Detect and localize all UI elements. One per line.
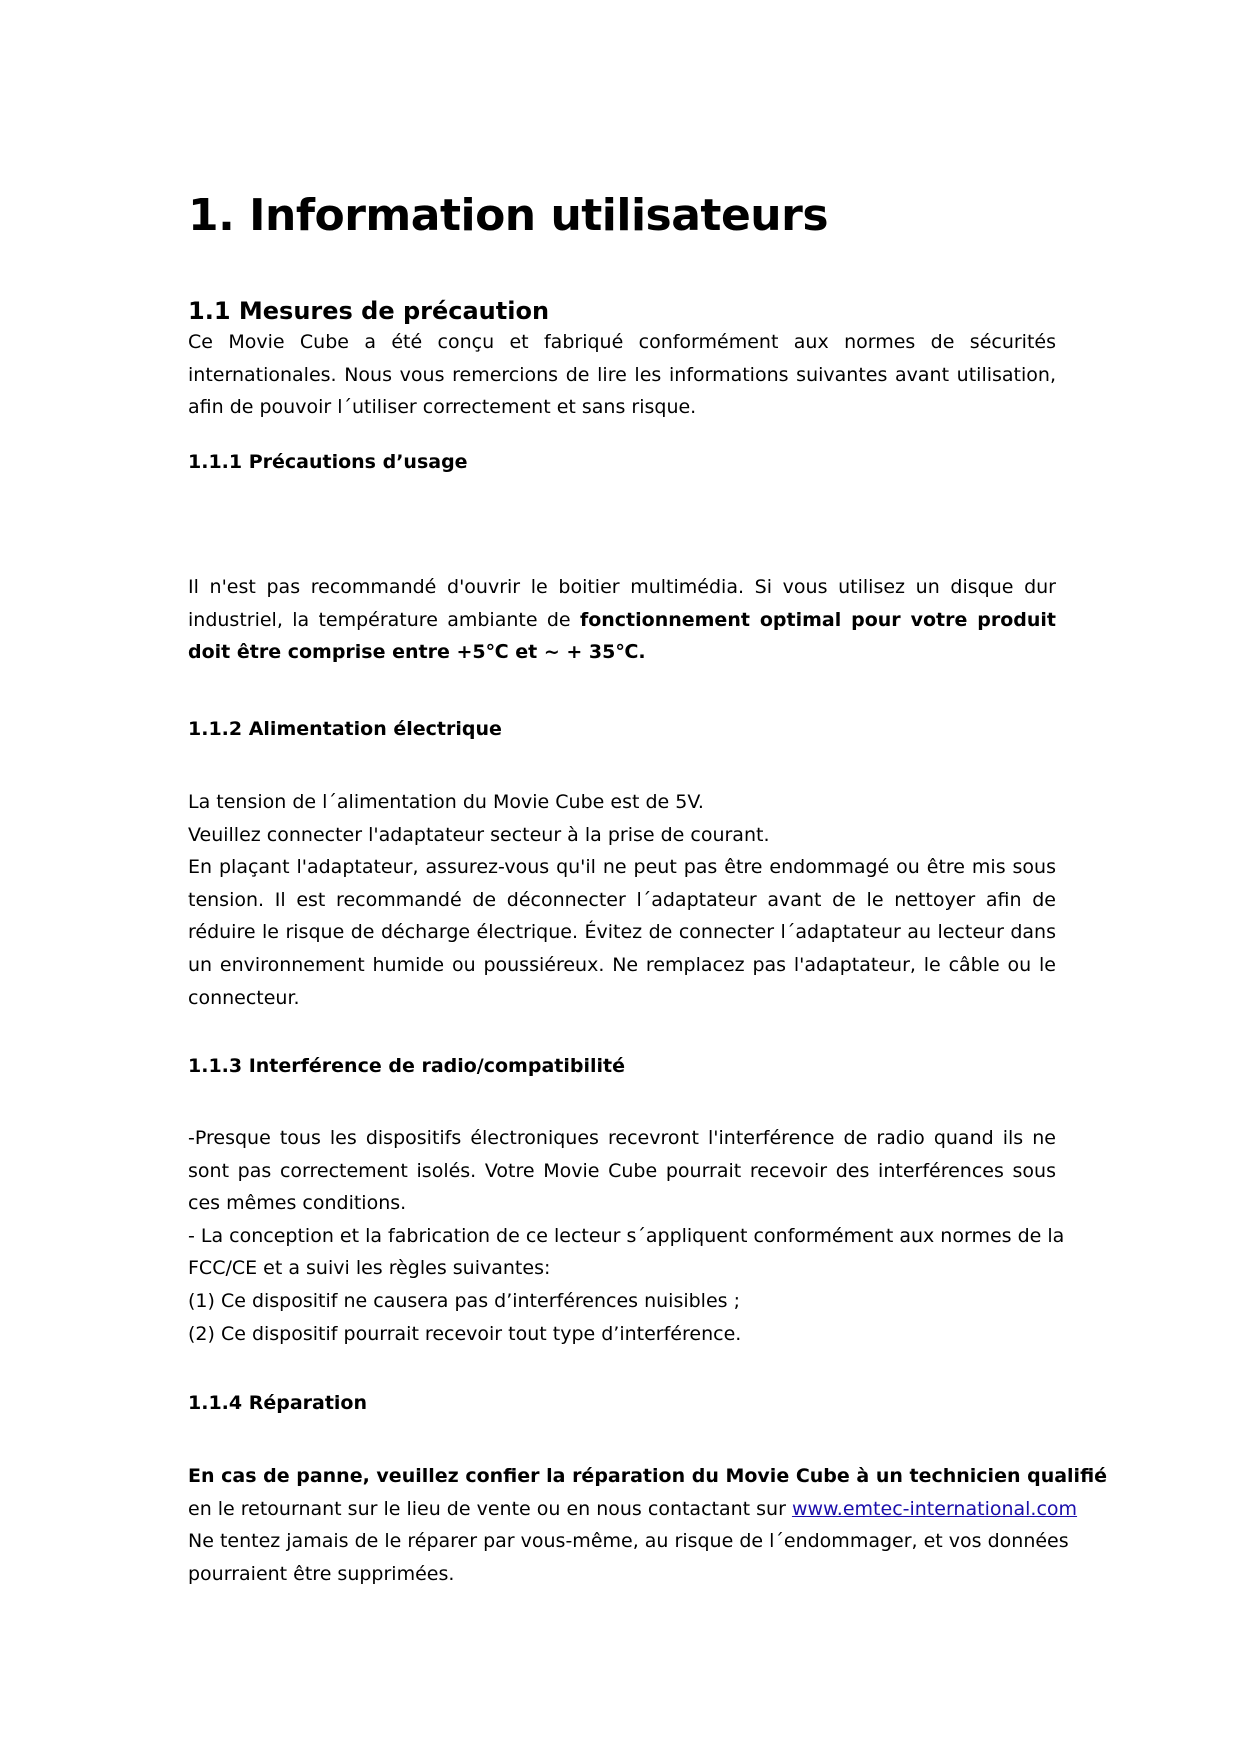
subsection-heading-interference: 1.1.3 Interférence de radio/compatibilité xyxy=(188,1055,625,1077)
usage-paragraph xyxy=(188,571,1056,669)
emtec-website-link[interactable]: www.emtec-international.com xyxy=(791,1497,1078,1520)
page-title: 1. Information utilisateurs xyxy=(188,190,829,241)
subsection-heading-power: 1.1.2 Alimentation électrique xyxy=(188,718,502,740)
interference-line-rules: FCC/CE et a suivi les règles suivantes: xyxy=(188,1257,551,1280)
power-paragraph xyxy=(188,786,1056,1014)
repair-warning-line: Ne tentez jamais de le réparer par vous-même, au risque de l´endommager, et vos données xyxy=(188,1530,1069,1553)
power-text: En plaçant l'adaptateur, assurez-vous qu'il ne peut pas être endommagé ou être mis sous tension. Il est recommandé de déconnecter l´adaptateur avant de le nettoyer afin de réduire le risque de décharge électrique. Évitez de connecter l´adaptateur au lecteur dans un environnement humide ou poussiéreux. Ne remplacez pas l'adaptateur, le câble ou le connecteur. xyxy=(188,856,1056,1009)
repair-contact-text: en le retournant sur le lieu de vente ou en nous contactant sur xyxy=(188,1497,792,1520)
subsection-heading-usage: 1.1.1 Précautions d’usage xyxy=(188,451,468,473)
interference-line-design: - La conception et la fabrication de ce lecteur s´appliquent conformément aux normes de la xyxy=(188,1224,1065,1247)
section-heading-precautions: 1.1 Mesures de précaution xyxy=(188,297,550,325)
repair-bold-line: En cas de panne, veuillez confier la réparation du Movie Cube à un technicien qualifié xyxy=(188,1465,1108,1487)
interference-paragraph xyxy=(188,1122,1065,1350)
usage-text: Il n'est pas recommandé d'ouvrir le boitier multimédia. Si vous utilisez un disque dur industriel, la température ambiante de xyxy=(188,576,1056,631)
repair-paragraph xyxy=(188,1460,1108,1590)
usage-text-bold: fonctionnement optimal pour votre produit doit être comprise entre +5℃ et ~ + 35℃. xyxy=(188,608,1056,664)
subsection-heading-repair: 1.1.4 Réparation xyxy=(188,1392,368,1414)
power-line-connect: Veuillez connecter l'adaptateur secteur à la prise de courant. xyxy=(188,823,770,846)
repair-warning-line-end: pourraient être supprimées. xyxy=(188,1562,455,1585)
interference-text: -Presque tous les dispositifs électroniques recevront l'interférence de radio quand ils ne sont pas correctement isolés. Votre Movie Cube pourrait recevoir des interférences sous ces mêmes conditions. xyxy=(188,1127,1056,1215)
repair-contact-line xyxy=(188,1493,1078,1526)
intro-paragraph: Ce Movie Cube a été conçu et fabriqué conformément aux normes de sécurités internationales. Nous vous remercions de lire les informations suivantes avant utilisation, afin de pouvoir l´utiliser correctement et sans risque. xyxy=(188,331,1056,419)
power-line-voltage: La tension de l´alimentation du Movie Cube est de 5V. xyxy=(188,791,704,813)
interference-rule-1: (1) Ce dispositif ne causera pas d’interférences nuisibles ; xyxy=(188,1289,740,1312)
interference-rule-2: (2) Ce dispositif pourrait recevoir tout type d’interférence. xyxy=(188,1322,742,1345)
